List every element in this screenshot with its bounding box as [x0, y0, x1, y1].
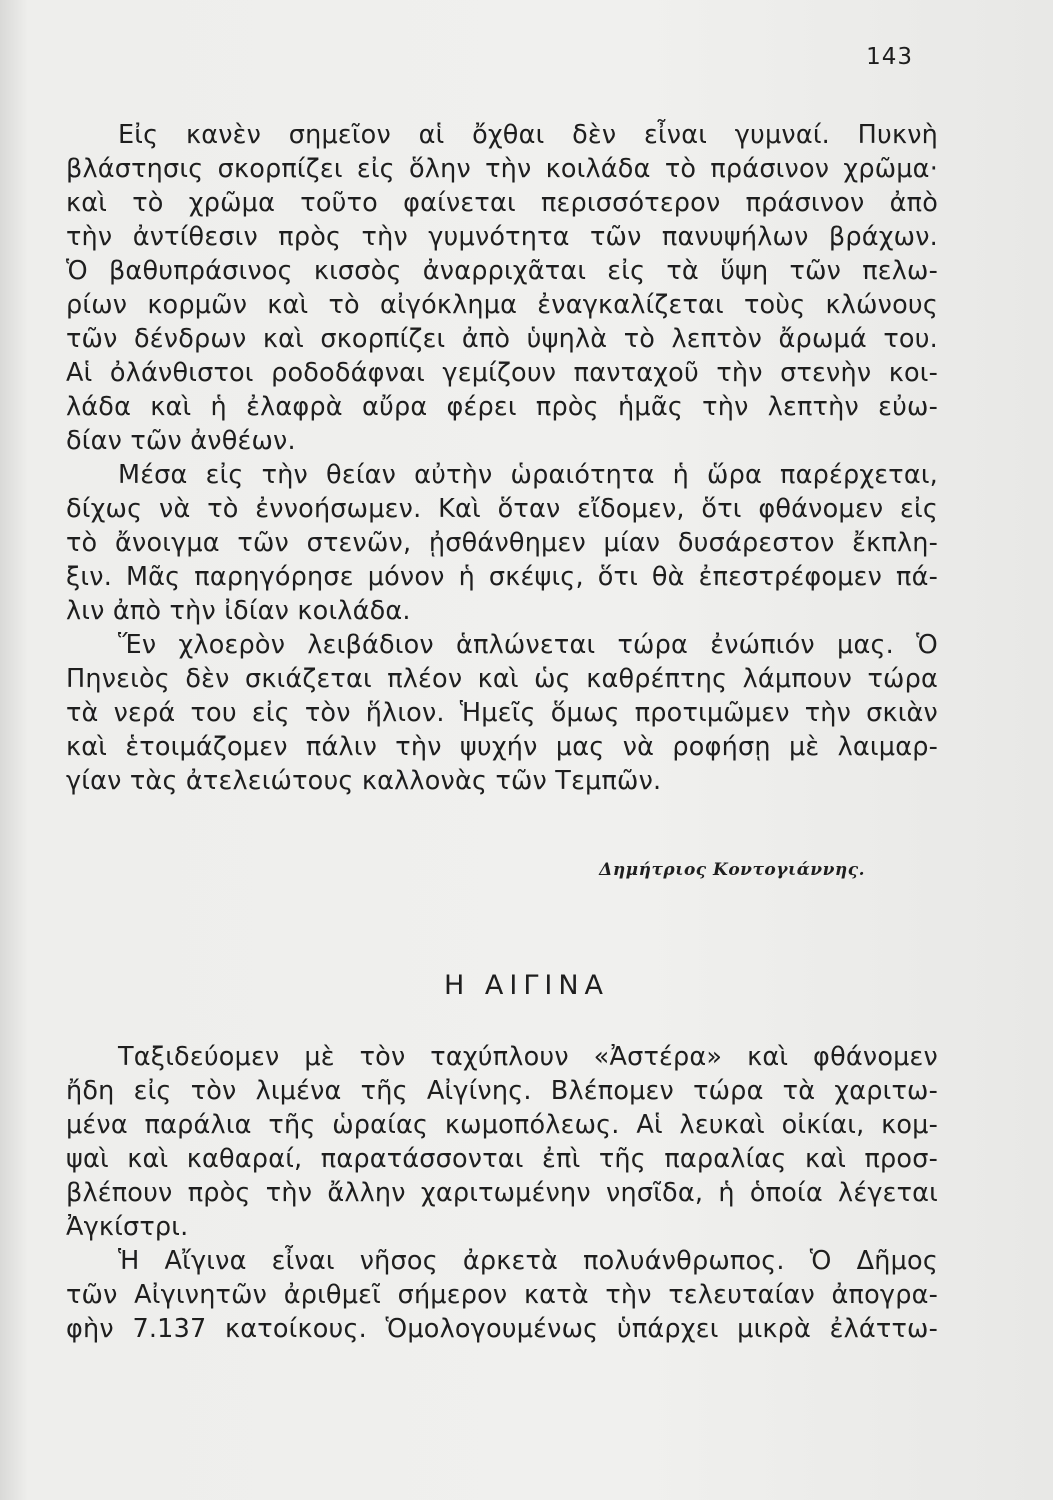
- text-section-aegina: [66, 1040, 938, 1346]
- paragraph: [66, 1244, 938, 1346]
- text-line: τὴν ἀντίθεσιν πρὸς τὴν γυμνότητα τῶν πανυψήλων βράχων.: [66, 222, 938, 252]
- text-line: μένα παράλια τῆς ὡραίας κωμοπόλεως. Αἱ λευκαὶ οἰκίαι, κομ-: [66, 1110, 938, 1140]
- text-section-tempe: [66, 118, 938, 798]
- author-signature: Δημήτριος Κοντογιάννης.: [599, 860, 865, 880]
- text-line: βλέπουν πρὸς τὴν ἄλλην χαριτωμένην νησῖδα, ἡ ὁποία λέγεται: [66, 1178, 938, 1208]
- text-line: δίχως νὰ τὸ ἐννοήσωμεν. Καὶ ὅταν εἴδομεν, ὅτι φθάνομεν εἰς: [66, 494, 938, 524]
- text-line: Ἡ Αἴγινα εἶναι νῆσος ἀρκετὰ πολυάνθρωπος. Ὁ Δῆμος: [118, 1246, 938, 1276]
- text-line: τῶν Αἰγινητῶν ἀριθμεῖ σήμερον κατὰ τὴν τελευταίαν ἀπογρα-: [66, 1280, 938, 1310]
- page-number: 143: [866, 44, 913, 70]
- text-line: Μέσα εἰς τὴν θείαν αὐτὴν ὡραιότητα ἡ ὥρα παρέρχεται,: [118, 460, 938, 490]
- text-line: Ἀγκίστρι.: [66, 1212, 189, 1242]
- text-line: τῶν δένδρων καὶ σκορπίζει ἀπὸ ὑψηλὰ τὸ λεπτὸν ἄρωμά του.: [66, 324, 938, 354]
- text-line: βλάστησις σκορπίζει εἰς ὅλην τὴν κοιλάδα τὸ πράσινον χρῶμα·: [66, 154, 938, 184]
- paragraph: [66, 1040, 938, 1244]
- text-line: καὶ τὸ χρῶμα τοῦτο φαίνεται περισσότερον πράσινον ἀπὸ: [66, 188, 938, 218]
- text-line: Ἕν χλοερὸν λειβάδιον ἁπλώνεται τώρα ἐνώπιόν μας. Ὁ: [118, 630, 938, 660]
- text-line: τὸ ἄνοιγμα τῶν στενῶν, ᾐσθάνθημεν μίαν δυσάρεστον ἔκπλη-: [66, 528, 938, 558]
- text-line: φὴν 7.137 κατοίκους. Ὁμολογουμένως ὑπάρχει μικρὰ ἐλάττω-: [66, 1314, 938, 1344]
- text-line: γίαν τὰς ἀτελειώτους καλλονὰς τῶν Τεμπῶν.: [66, 766, 662, 796]
- text-line: ρίων κορμῶν καὶ τὸ αἰγόκλημα ἐναγκαλίζεται τοὺς κλώνους: [66, 290, 938, 320]
- text-line: καὶ ἑτοιμάζομεν πάλιν τὴν ψυχήν μας νὰ ροφήσῃ μὲ λαιμαρ-: [66, 732, 938, 762]
- text-line: Πηνειὸς δὲν σκιάζεται πλέον καὶ ὡς καθρέπτης λάμπουν τώρα: [66, 664, 938, 694]
- text-line: ξιν. Μᾶς παρηγόρησε μόνον ἡ σκέψις, ὅτι θὰ ἐπεστρέφομεν πά-: [66, 562, 938, 592]
- paragraph: [66, 118, 938, 458]
- paragraph: [66, 458, 938, 628]
- text-line: ψαὶ καὶ καθαραί, παρατάσσονται ἐπὶ τῆς παραλίας καὶ προσ-: [66, 1144, 938, 1174]
- text-line: λάδα καὶ ἡ ἐλαφρὰ αὔρα φέρει πρὸς ἡμᾶς τὴν λεπτὴν εὐω-: [66, 392, 938, 422]
- text-line: λιν ἀπὸ τὴν ἰδίαν κοιλάδα.: [66, 596, 411, 626]
- text-line: Ταξιδεύομεν μὲ τὸν ταχύπλουν «Ἀστέρα» καὶ φθάνομεν: [118, 1042, 938, 1072]
- text-line: ἤδη εἰς τὸν λιμένα τῆς Αἰγίνης. Βλέπομεν τώρα τὰ χαριτω-: [66, 1076, 938, 1106]
- text-line: τὰ νερά του εἰς τὸν ἥλιον. Ἡμεῖς ὅμως προτιμῶμεν τὴν σκιὰν: [66, 698, 938, 728]
- paragraph: [66, 628, 938, 798]
- text-line: Ὁ βαθυπράσινος κισσὸς ἀναρριχᾶται εἰς τὰ ὕψη τῶν πελω-: [66, 256, 938, 286]
- text-line: δίαν τῶν ἀνθέων.: [66, 426, 296, 456]
- text-line: Εἰς κανὲν σημεῖον αἱ ὄχθαι δὲν εἶναι γυμναί. Πυκνὴ: [118, 120, 938, 150]
- text-line: Αἱ ὀλάνθιστοι ροδοδάφναι γεμίζουν πανταχοῦ τὴν στενὴν κοι-: [66, 358, 938, 388]
- section-heading: Η ΑΙΓΙΝΑ: [444, 970, 609, 1001]
